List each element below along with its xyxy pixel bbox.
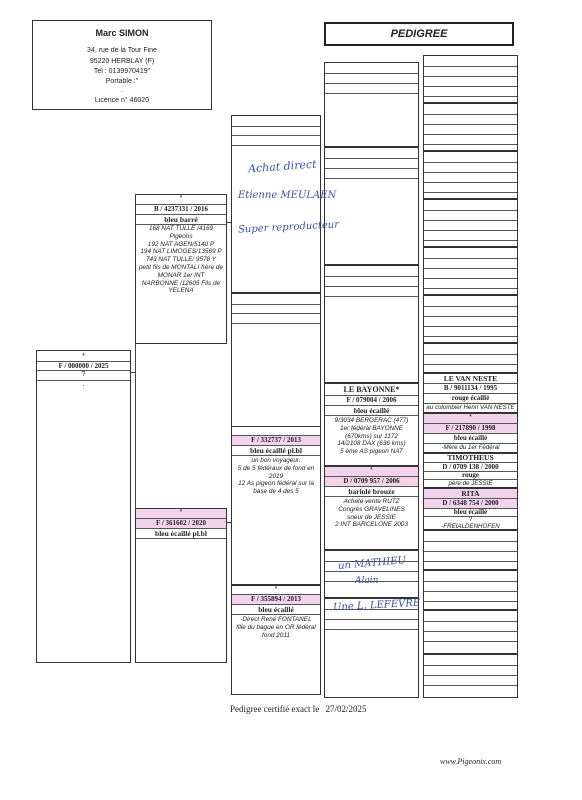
- gen4-box-1: [423, 55, 518, 103]
- dam-sire-notes: [234, 457, 318, 496]
- handwriting-alain: Alain: [355, 576, 379, 586]
- ggg-ring-4: D / 6348 754 / 2000: [424, 499, 517, 508]
- dam-sire-notes-text: un bon voyageur. 5 de 5 fédéraux de fond en 2019 12 As pigeon fédéral sur la base de 4 des 5: [237, 457, 315, 496]
- ggg-box-1: [423, 373, 518, 413]
- sire-sire-box: [231, 115, 321, 293]
- footer-certified: [230, 704, 366, 714]
- breeder-address-line1: 34, rue de la Tour Fine: [87, 47, 157, 54]
- gen3-box-2: [324, 147, 419, 265]
- ggg-ring-3: D / 0709 138 / 2000: [442, 463, 499, 471]
- gg-sire-notes-text: 9/3034 BERGERAC (477) 1er fédéral BAYONNE (670kms) sur 1172 14/2108 DAX (636 kms) 5 ème AS pigeon NAT: [334, 417, 409, 456]
- dam-dam-box: [231, 585, 321, 695]
- breeder-name: Marc SIMON: [95, 28, 149, 38]
- handwriting-mathieu: un MATHIEU: [337, 555, 407, 572]
- footer-certified-label: Pedigree certifié exact le: [230, 704, 320, 714]
- gen4-box-12: [423, 530, 518, 570]
- sire-star: *: [179, 195, 183, 202]
- handwriting-etienne: Etienne MEULAEN: [238, 190, 337, 201]
- dam-color: bleu écaillé pl.bl: [155, 529, 207, 538]
- gen4-box-15: [423, 654, 518, 698]
- title-box: [324, 22, 514, 46]
- ggg-name-3: TIMOTHEUS: [447, 453, 494, 462]
- footer-website: www.Pigeonix.com: [440, 757, 502, 766]
- handwriting-super: Super reproducteur: [237, 219, 340, 236]
- dam-dam-star: *: [274, 586, 278, 593]
- footer-date: 27/02/2025: [325, 704, 367, 714]
- sire-notes: [138, 225, 224, 295]
- sire-notes-text: 168 NAT TULLE /4169 Pigeons 192 NAT AGEN/5140 P 194 NAT LIMOGES/13569 P 743 NAT TULLE/ 9578 Y petit fils de MONTALI frère de MONAR 1er INT NARBONNE /12605 Fils de YELENA: [138, 225, 224, 295]
- dam-sire-box: [231, 426, 321, 585]
- sire-color: bleu barré: [164, 215, 198, 224]
- gen3-box-3: [324, 265, 419, 383]
- dam-dam-color: bleu écaillé: [258, 605, 294, 614]
- ggg-color-1: rouge écaillé: [451, 394, 490, 402]
- gen4-box-2: [423, 103, 518, 151]
- sire-ring: B / 4237331 / 2016: [153, 205, 209, 213]
- ggg-box-2: [423, 413, 518, 453]
- handwriting-lefevre: Une L. LEFEVRE: [332, 597, 421, 614]
- dam-star: *: [136, 509, 226, 518]
- dam-sire-color: bleu écaillé pl.bl: [250, 446, 302, 455]
- gg-sire-ring: F / 079004 / 2006: [346, 396, 397, 404]
- ggg-box-4: [423, 488, 518, 530]
- ggg-ring-1: B / 9011134 / 1995: [443, 384, 498, 392]
- ggg-name-4: RITA: [424, 489, 517, 498]
- subject-color: ?: [81, 371, 86, 378]
- breeder-tel: Tel : 0139970419": [93, 68, 151, 75]
- ggg-star-4: ?: [468, 516, 473, 523]
- gg-dam-box: [324, 466, 419, 550]
- ggg-name-1: LE VAN NESTE: [443, 374, 498, 383]
- ggg-note-1: au colombier Henri VAN NESTE: [426, 404, 515, 411]
- dam-dam-notes-text: -Direct René FONTANEL fille du bague en OR fédéral fond 2011: [236, 616, 316, 639]
- gg-sire-notes: [327, 417, 416, 456]
- breeder-address-line2: 95220 HERBLAY (F): [89, 58, 155, 65]
- ggg-star-2: *: [424, 414, 517, 423]
- breeder-portable: Portable :": [105, 78, 139, 85]
- gen4-box-5: [423, 247, 518, 295]
- gg-dam-ring: D / 0709 957 / 2006: [325, 477, 418, 486]
- page-title: PEDIGREE: [390, 28, 448, 40]
- gg-dam-color: bariolé brouze: [348, 487, 395, 496]
- dam-dam-ring: F / 355894 / 2013: [232, 595, 320, 604]
- ggg-color-4: bleu écaillé: [453, 508, 488, 516]
- sire-box: [135, 194, 227, 344]
- gen4-box-14: [423, 610, 518, 654]
- dam-dam-notes: [234, 616, 318, 639]
- gen4-box-13: [423, 570, 518, 610]
- gen4-box-6: [423, 295, 518, 343]
- gen4-box-7: [423, 343, 518, 373]
- dam-ring: F / 361602 / 2020: [136, 519, 226, 528]
- subject-star: *: [82, 353, 85, 360]
- ggg-note-3: père de JESSIE: [448, 480, 493, 487]
- gen3-box-1: [324, 62, 419, 147]
- handwriting-achat: Achat direct: [247, 157, 317, 176]
- breeder-dot: .: [121, 87, 123, 94]
- gg-sire-name: LE BAYONNE*: [343, 385, 400, 394]
- ggg-note-4: -FREIALDENHOFEN: [441, 523, 500, 530]
- breeder-licence: Licence n° 46020: [94, 97, 150, 104]
- ggg-color-3: rouge: [462, 471, 479, 479]
- dam-box: [135, 508, 227, 663]
- gg-dam-star: *: [325, 467, 418, 476]
- subject-box: [36, 350, 131, 663]
- gg-dam-notes: [327, 498, 416, 529]
- gg-sire-box: [324, 383, 419, 466]
- subject-ring: F / 000000 / 2025: [58, 362, 109, 370]
- dam-sire-ring: F / 332737 / 2013: [232, 436, 320, 445]
- subject-dot: .: [82, 381, 85, 388]
- ggg-color-2: bleu écaillé: [453, 434, 488, 442]
- ggg-note-2: -Mère du 1er Fédéral: [441, 444, 500, 451]
- gen4-box-4: [423, 199, 518, 247]
- gg-dam-notes-text: Acheté vente RUTZ Congrès GRAVELINES soeur de JESSIE 2 INT BARCELONE 2003: [335, 498, 408, 529]
- gg-sire-color: bleu écaillé: [353, 406, 390, 415]
- gen4-box-3: [423, 151, 518, 199]
- ggg-box-3: [423, 453, 518, 488]
- breeder-box: [32, 20, 212, 110]
- ggg-ring-2: F / 217890 / 1998: [424, 424, 517, 433]
- sire-dam-box: [231, 293, 321, 427]
